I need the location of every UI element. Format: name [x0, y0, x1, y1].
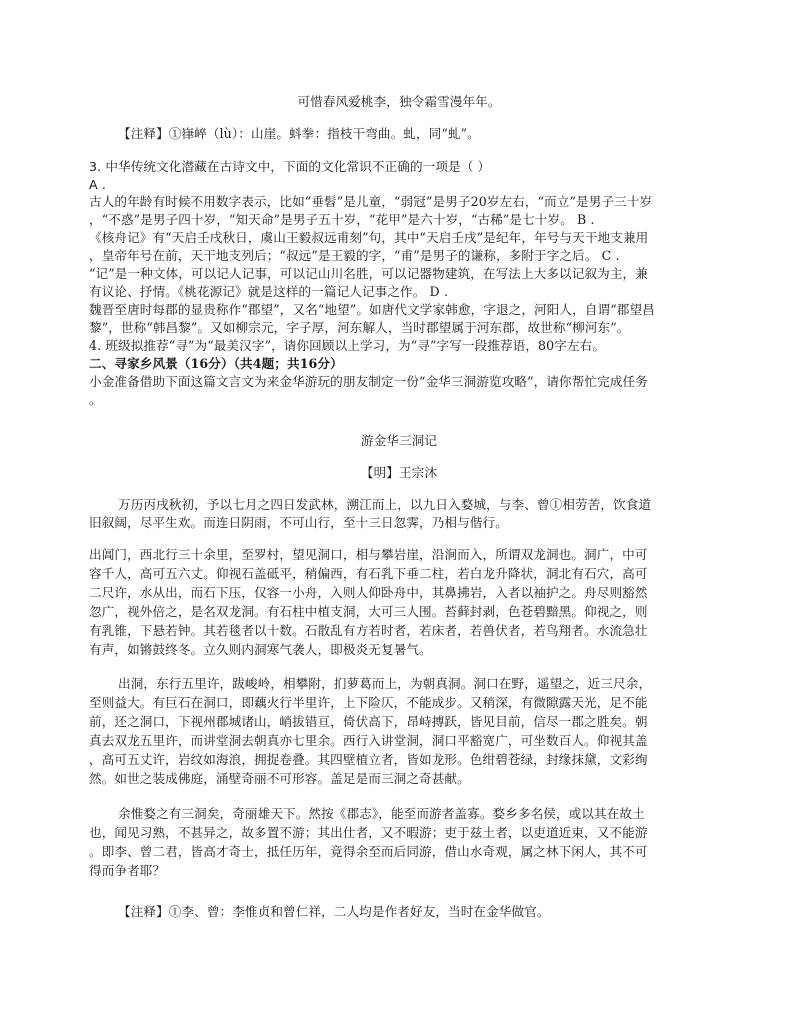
essay-paragraph-3: 至则益大。有巨石在洞口，即藕火行半里许，上下险仄，不能成步。又稍深，有微隙露天光，足不能 — [89, 695, 648, 710]
question-3-line: 魏晋至唐时每郡的显贵称作“郡望”，又名“地望”。如唐代文学家韩愈，字退之，河阳人，自谓“郡望昌 — [89, 302, 655, 317]
essay-title: 游金华三洞记 — [360, 433, 438, 448]
question-3-line: ，“不惑”是男子四十岁，“知天命”是男子五十岁，“花甲”是六十岁，“古稀”是七十岁。 B . — [89, 212, 595, 227]
question-3-line: 《核舟记》有“天启壬戌秋日，虞山王毅叔远甫刻”句，其中“天启壬戌”是纪年，年号与天干地支兼用 — [89, 230, 649, 245]
essay-paragraph-2: 有声，如锵鼓终冬。立久则内洞寒气袭人，即极炎无复暑气。 — [89, 642, 432, 657]
poem-annotation: 【注释】①嵂崪（lù）：山崖。蚪拳：指枝干弯曲。虬，同“虬”。 — [118, 126, 480, 141]
essay-paragraph-3: 出洞，东行五里许，跋峻岭，相攀附，扪萝葛而上，为朝真洞。洞口在野，遥望之，近三尺余， — [118, 676, 652, 691]
essay-paragraph-1: 万历丙戌秋初，予以七月之四日发武林，溯江而上，以九日入婺城，与李、曾①相劳苦，饮食道 — [118, 497, 652, 512]
essay-paragraph-3: 然。如世之装成佛庭，涌壁奇丽不可形容。盖足是而三洞之奇甚献。 — [89, 771, 470, 786]
essay-paragraph-2: 有乳锥，下悬若钟。其若毯者以十数。石散乱有方若时者，若床者，若兽伏者，若鸟翔者。水流急壮 — [89, 623, 648, 638]
question-3-line: 黎”，世称“韩昌黎”。又如柳宗元，字子厚，河东解人，当时郡望属于河东郡，故世称“柳河东”。 — [89, 320, 630, 335]
question-3-line: ，皇帝年号在前，天干地支列后；“叔远”是王毅的字，“甫”是男子的谦称，多附于字之后。 C . — [89, 248, 620, 263]
essay-paragraph-2: 忽广，视外倍之，是名双龙洞。有石柱中植支洞，大可三人围。苔藓封剥，色苍碧黯黑。仰视之，则 — [89, 604, 648, 619]
essay-paragraph-4: 得而争者耶？ — [89, 863, 166, 878]
essay-paragraph-3: 真去双龙五里许，而讲堂洞去朝真亦七里余。西行入讲堂洞，洞口平豁宽广，可坐数百人。仰视其盖 — [89, 733, 648, 748]
question-3-line: “记”是一种文体，可以记人记事，可以记山川名胜，可以记器物建筑，在写法上大多以记叙为主，兼 — [89, 266, 648, 281]
essay-paragraph-4: 也，闻见习熟，不甚异之，故多置不游；其出仕者，又不暇游；吏于兹土者，以吏道近束，又不能游 — [89, 825, 648, 840]
question-3-stem: 3. 中华传统文化潜藏在古诗文中，下面的文化常识不正确的一项是（ ） — [89, 159, 491, 174]
essay-paragraph-3: ，高可五丈许，岩纹如海浪，拥捉卷叠。其四壁植立者，皆如龙形。色绀碧苍绿，封缘抹黛，文彩绚 — [89, 752, 648, 767]
essay-paragraph-2: 出阊门，西北行三十余里，至罗村，望见洞口，相与攀岩崖，沿涧而入，所谓双龙洞也。洞广，中可 — [89, 547, 648, 562]
section-2-intro: 。 — [89, 392, 102, 407]
essay-annotation: 【注释】①李、曾：李惟贞和曾仁祥，二人均是作者好友，当时在金华做官。 — [118, 904, 550, 919]
section-2-intro: 小金准备借助下面这篇文言文为来金华游玩的朋友制定一份“金华三洞游览攻略”，请你帮忙完成任务 — [89, 374, 648, 389]
poem-last-line: 可惜春风爱桃李，独令霜雪漫年年。 — [297, 94, 501, 109]
question-3-line: 有议论、抒情。《桃花源记》就是这样的一篇记人记事之作。 D . — [89, 284, 448, 299]
question-4: 4. 班级拟推荐“寻”为“最美汉字”，请你回顾以上学习，为“寻”字写一段推荐语，80字左右。 — [89, 338, 606, 353]
essay-paragraph-4: 余惟婺之有三洞矣，奇丽雄天下。然按《郡志》，能至而游者盖寡。婺乡多名侯，或以其在故土 — [118, 806, 645, 821]
question-3-line: 古人的年龄有时候不用数字表示，比如“垂髫”是儿童，“弱冠”是男子20岁左右，“而立”是男子三十岁 — [89, 194, 653, 209]
essay-author: 【明】王宗沐 — [360, 465, 438, 480]
option-a-label: A . — [89, 177, 106, 192]
essay-paragraph-3: 前，还之洞口，下视州郡城诸山，峭拔错亘，倚伏高下，昂峙搏跃，皆见目前，信尽一郡之胜矣。朝 — [89, 714, 648, 729]
section-2-heading: 二、寻家乡风景（16分）（共4题；共16分） — [89, 356, 343, 371]
essay-paragraph-2: 容千人，高可五六丈。仰视石盖砥平，稍偏西，有石乳下垂二柱，若白龙升降状，洞北有石穴，高可 — [89, 566, 648, 581]
essay-paragraph-2: 二尺许，水从出，而石下压，仅容一小舟，入则人仰卧舟中，其鼻拂岩，入者以袖护之。舟尽则豁然 — [89, 585, 648, 600]
essay-paragraph-1: 旧叙阔，尽平生欢。而连日阴雨，不可山行，至十三日忽霁，乃相与偕行。 — [89, 515, 508, 530]
essay-paragraph-4: 。即李、曾二君，皆高才奇士，抵任历年，竟得余至而后同游，借山水奇观，属之林下闲人，其不可 — [89, 844, 648, 859]
